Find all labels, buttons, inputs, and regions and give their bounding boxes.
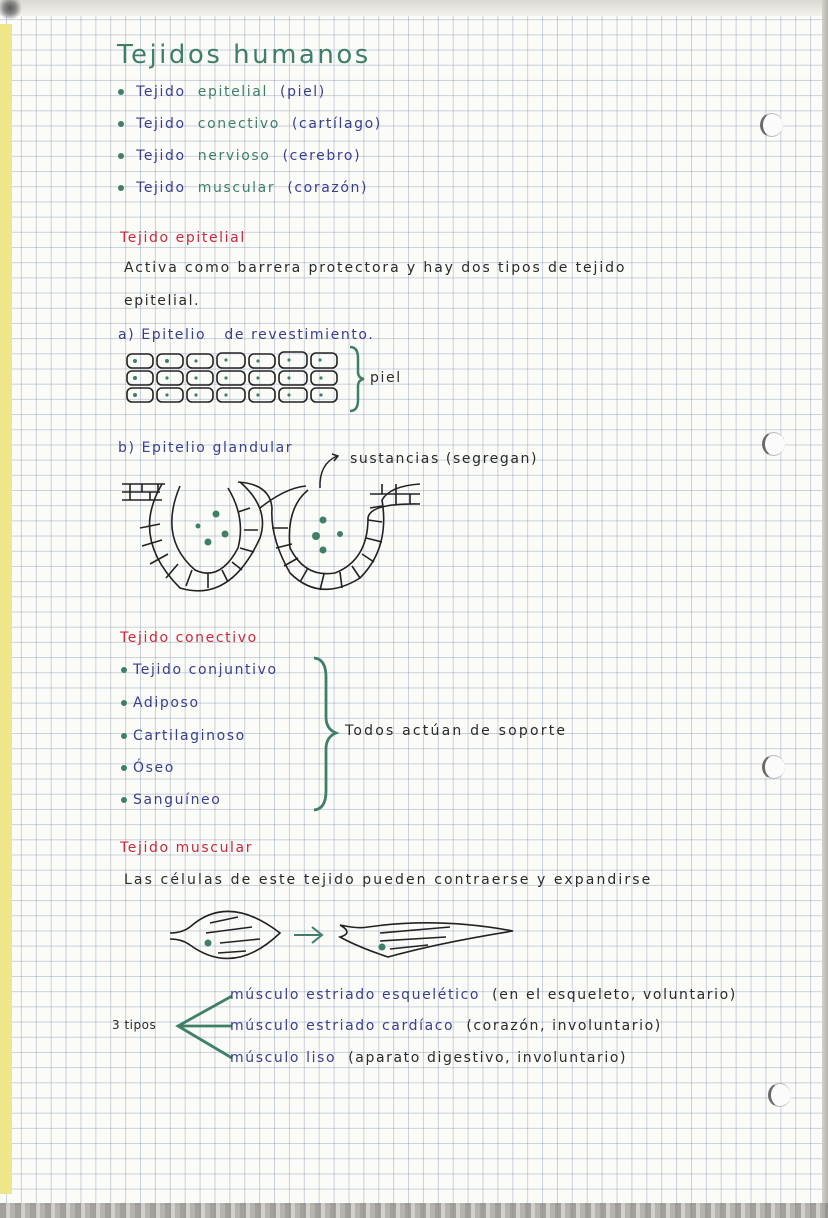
- brace-label-piel: piel: [370, 370, 402, 386]
- branch-arrow-icon: [172, 992, 234, 1066]
- muscle-cell-contraction-drawing: [168, 905, 528, 975]
- arrow-right-icon: [294, 927, 322, 943]
- list-item: Tejido epitelial (piel): [118, 84, 326, 100]
- page-title: Tejidos humanos: [117, 40, 371, 70]
- muscular-description: Las células de este tejido pueden contraerse y expandirse: [124, 872, 653, 888]
- curly-brace-icon: [312, 655, 342, 813]
- list-item: Sanguíneo: [121, 792, 221, 808]
- list-item: músculo liso (aparato digestivo, involuntario): [230, 1050, 628, 1066]
- page-top-edge: [0, 0, 828, 16]
- section-heading-muscular: Tejido muscular: [120, 840, 254, 856]
- list-item: Cartilaginoso: [121, 728, 246, 744]
- subheading-epitelio-glandular: b) Epitelio glandular: [118, 440, 294, 456]
- list-item: músculo estriado esquelético (en el esqueleto, voluntario): [230, 987, 737, 1003]
- ring-hole: [762, 755, 785, 779]
- list-item: Óseo: [121, 760, 175, 776]
- page-bottom-edge: [0, 1203, 828, 1218]
- epitelial-description-line2: epitelial.: [124, 293, 201, 309]
- epitelial-description-line1: Activa como barrera protectora y hay dos tipos de tejido: [124, 260, 627, 276]
- page-corner-shadow: [0, 0, 28, 22]
- ring-hole: [760, 113, 783, 137]
- list-item: Tejido conectivo (cartílago): [118, 116, 382, 132]
- brace-label-soporte: Todos actúan de soporte: [345, 723, 568, 739]
- list-item: músculo estriado cardíaco (corazón, involuntario): [230, 1018, 662, 1034]
- section-heading-epitelial: Tejido epitelial: [120, 230, 246, 246]
- epithelium-cells-drawing: [125, 350, 345, 410]
- arrow-label-sustancias: sustancias (segregan): [350, 451, 539, 467]
- glandular-epithelium-drawing: [120, 478, 420, 598]
- list-item: Tejido nervioso (cerebro): [118, 148, 361, 164]
- page-right-edge: [822, 0, 828, 1218]
- list-item: Tejido muscular (corazón): [118, 180, 368, 196]
- yellow-margin-strip: [0, 24, 12, 1194]
- ring-hole: [768, 1083, 791, 1107]
- section-heading-conectivo: Tejido conectivo: [120, 630, 258, 646]
- list-item: Tejido conjuntivo: [121, 662, 278, 678]
- ring-hole: [762, 432, 785, 456]
- subheading-epitelio-revestimiento: a) Epitelio de revestimiento.: [118, 327, 375, 343]
- list-item: Adiposo: [121, 695, 200, 711]
- types-label: 3 tipos: [112, 1018, 157, 1032]
- curly-brace-icon: [348, 344, 368, 414]
